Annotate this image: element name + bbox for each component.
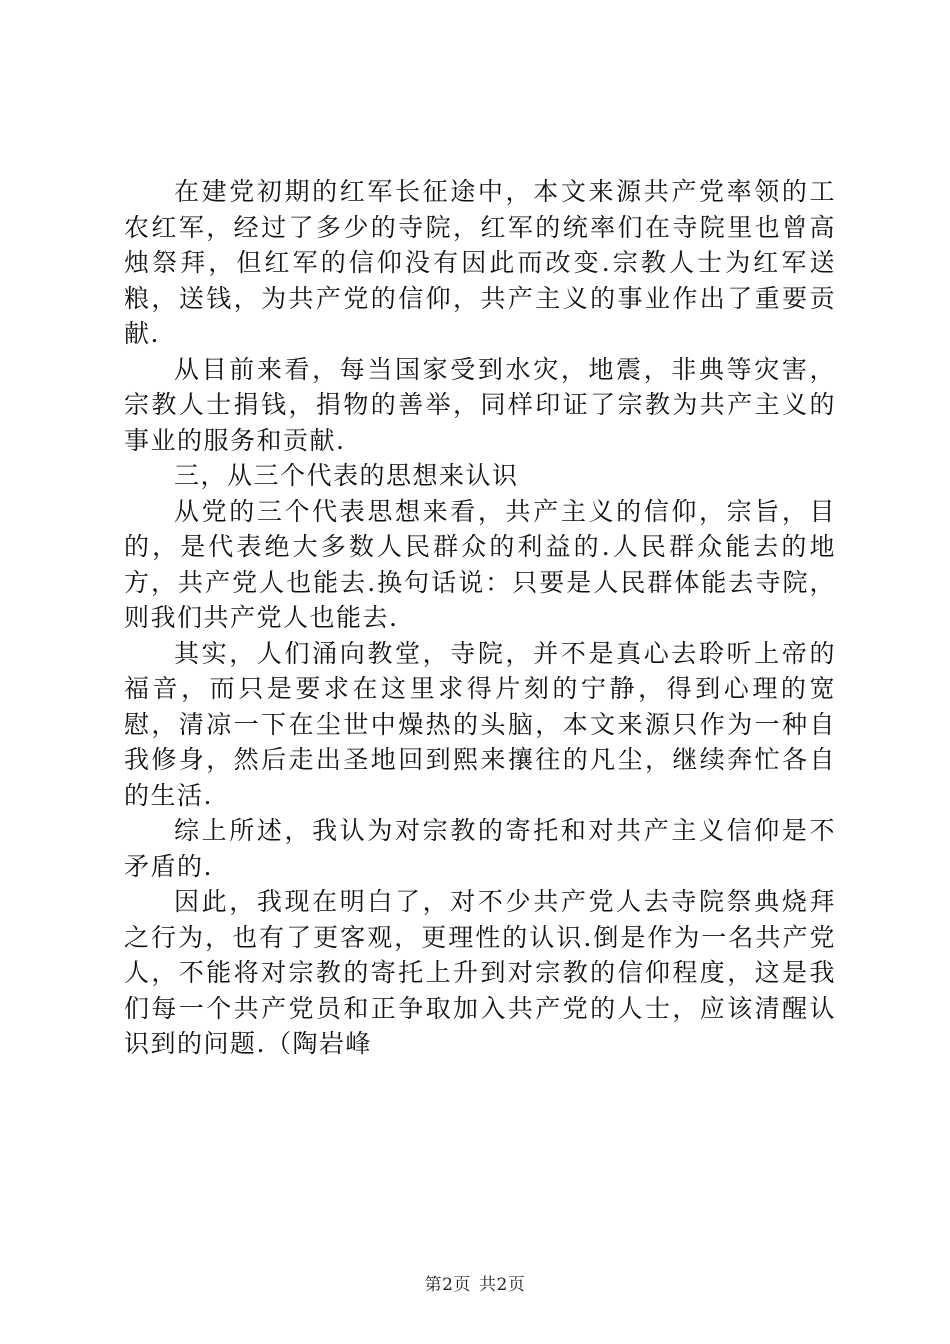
paragraph-summary: 综上所述，我认为对宗教的寄托和对共产主义信仰是不矛盾的. <box>124 816 836 881</box>
paragraph-conclusion: 因此，我现在明白了，对不少共产党人去寺院祭典烧拜之行为，也有了更客观，更理性的认识.倒是作为一名共产党人，不能将对宗教的寄托上升到对宗教的信仰程度，这是我们每一个共产党员和正争取加入共产党的人士，应该清醒认识到的问题.（陶岩峰 <box>124 887 836 1058</box>
paragraph-long-march: 在建党初期的红军长征途中，本文来源共产党率领的工农红军，经过了多少的寺院，红军的统率们在寺院里也曾高烛祭拜，但红军的信仰没有因此而改变.宗教人士为红军送粮，送钱，为共产党的信仰，共产主义的事业作出了重要贡献. <box>124 177 836 348</box>
page-total: 共2页 <box>479 1275 526 1295</box>
document-body <box>124 174 836 1062</box>
page-number: 第2页 <box>424 1275 471 1295</box>
page-footer <box>0 1270 950 1295</box>
section-heading-three-represents: 三，从三个代表的思想来认识 <box>174 461 519 490</box>
paragraph-disaster-donations: 从目前来看，每当国家受到水灾，地震，非典等灾害，宗教人士捐钱，捐物的善举，同样印证了宗教为共产主义的事业的服务和贡献. <box>124 354 836 455</box>
paragraph-three-represents: 从党的三个代表思想来看，共产主义的信仰，宗旨，目的，是代表绝大多数人民群众的利益的.人民群众能去的地方，共产党人也能去.换句话说：只要是人民群体能去寺院，则我们共产党人也能去. <box>124 496 836 632</box>
paragraph-churches-temples: 其实，人们涌向教堂，寺院，并不是真心去聆听上帝的福音，而只是要求在这里求得片刻的宁静，得到心理的宽慰，清凉一下在尘世中燥热的头脑，本文来源只作为一种自我修身，然后走出圣地回到熙来攘往的凡尘，继续奔忙各自的生活. <box>124 638 836 810</box>
